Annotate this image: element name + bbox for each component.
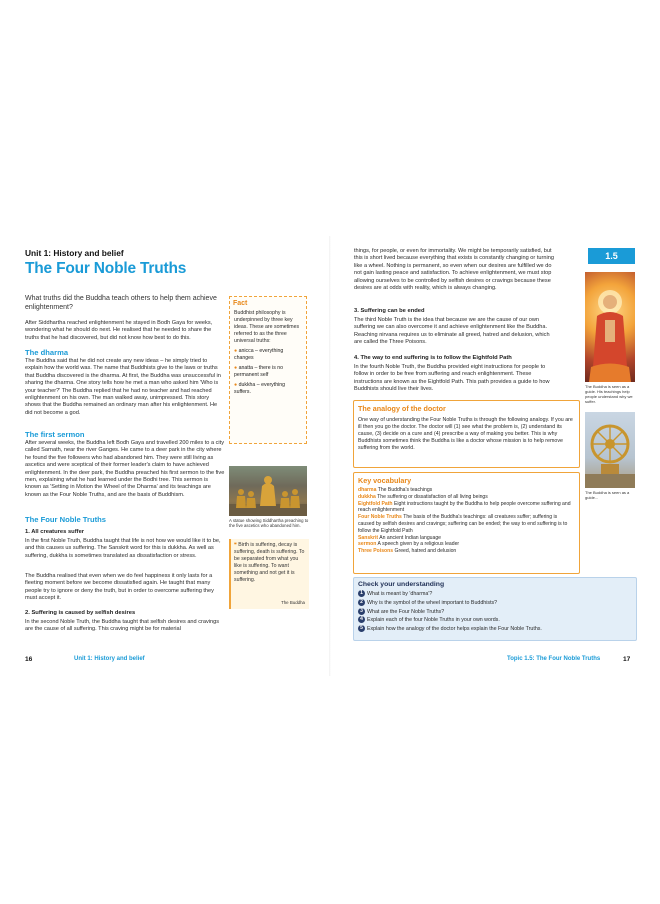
question-item: 3 What are the Four Noble Truths? — [358, 608, 632, 617]
bullet-icon: ● — [234, 382, 238, 388]
topic-tab-badge: 1.5 — [588, 248, 635, 264]
fnt-heading: The Four Noble Truths — [25, 515, 106, 524]
fact-box — [229, 296, 307, 444]
bullet-icon: ● — [234, 348, 238, 354]
question-item: 2 Why is the symbol of the wheel important to Buddhists? — [358, 599, 632, 608]
doctor-analogy-text: One way of understanding the Four Noble Truths is through the following analogy. If you are ill then you go the doctor. The doctor will (1) see what the problem is, (2) understand its cause, (3) decide on a cure and (4) prescribe a way of making you better. This is why Buddhists sometimes think the Buddha is like a doctor whose mission is to help remove suffering from the world. — [358, 417, 573, 451]
truth-3-heading: 3. Suffering can be ended — [354, 308, 425, 314]
question-number-icon: 3 — [358, 608, 365, 615]
truth-2-heading: 2. Suffering is caused by selfish desires — [25, 610, 136, 616]
vocab-item: Three Poisons Greed, hatred and delusion — [358, 548, 457, 555]
dharma-heading: The dharma — [25, 348, 69, 357]
quote-icon: ❝ — [234, 542, 237, 548]
truth-1-heading: 1. All creatures suffer — [25, 529, 85, 535]
buddha-statue-image — [229, 466, 307, 516]
vocab-item: Sanskrit An ancient Indian language — [358, 534, 441, 541]
doctor-analogy-panel — [353, 400, 580, 468]
fact-text: Buddhist philosophy is underpinned by three key ideas. These are sometimes referred to as the three universal truths: — [234, 310, 300, 344]
bullet-icon: ● — [234, 365, 238, 371]
right-footer-topic: Topic 1.5: The Four Noble Truths — [507, 656, 601, 662]
truth-4-heading: 4. The way to end suffering is to follow the Eightfold Path — [354, 355, 512, 361]
check-understanding-panel — [353, 577, 637, 641]
question-number-icon: 1 — [358, 590, 365, 597]
vocab-item: sermon A speech given by a religious leader — [358, 541, 460, 548]
left-footer-label: Unit 1: History and belief — [74, 656, 145, 662]
truth-1-text-2: The Buddha realised that even when we do feel happiness it only lasts for a fleeting moment before we become dissatisfied again. He taught that many people try to ignore or deny the truth, but in order to overcome suffering they must accept it. — [25, 573, 214, 602]
truth-4-text: In the fourth Noble Truth, the Buddha provided eight instructions for people to follow in order to be free from suffering and reach enlightenment. These instructions are known as the Eightfold Path. This path provides a guide to how Buddhists should live their lives. — [354, 364, 550, 393]
truth-2-text: In the second Noble Truth, the Buddha taught that selfish desires and cravings are the cause of all suffering. This craving might be for material — [25, 619, 220, 633]
quote-author: The Buddha — [281, 600, 305, 605]
continued-text: things, for people, or even for immortality. We might be temporarily satisfied, but this is short lived because everything that exists is constantly changing or turning like a wheel. Nothing is permanent, so even when our desires are fulfilled we do not gain lasting peace and satisfaction. To achieve enlightenment, we must stop allowing ourselves to be controlled by selfish desires or cravings because these desires are at odds with reality, which is always changing. — [354, 248, 554, 292]
check-understanding-title: Check your understanding — [358, 581, 445, 588]
dharma-wheel-icon — [585, 412, 635, 488]
truth-3-text: The third Noble Truth is the idea that because we are the cause of our own suffering we can also overcome it and achieve enlightenment like the Buddha. Reaching nirvana requires us to eliminate all greed, hatred and delusion, which are called the Three Poisons. — [354, 317, 550, 346]
unit-header: Unit 1: History and belief — [25, 248, 124, 258]
buddha-painting-image — [585, 272, 635, 382]
quote-text: ❝ Birth is suffering, decay is suffering, death is suffering. To be separated from what you like is suffering. To want something and not get it is suffering. — [234, 542, 305, 583]
dharma-text: The Buddha said that he did not create any new ideas – he simply tried to explain how the world was. The name that Buddhists give to the laws or truths that Buddha discovered is the dharma. At first, the Buddha was unsuccessful in sharing the dharma. One story tells how he met a man who asked him 'Who is your teacher?' The Buddha replied that he had no teacher and had reached enlightenment on his own. The man walked away, unimpressed. This story shows that the Buddha remained an ordinary man after his enlightenment. He did not become a god. — [25, 358, 221, 416]
question-number-icon: 4 — [358, 616, 365, 623]
vocab-item: dharma The Buddha's teachings — [358, 487, 433, 493]
question-number-icon: 2 — [358, 599, 365, 606]
question-item: 4 Explain each of the four Noble Truths in your own words. — [358, 616, 632, 625]
truth-1-text: In the first Noble Truth, Buddha taught that life is not how we would like it to be, and this causes us suffering. The Sanskrit word for this is dukkha. As well as suffering, dukkha is sometimes translated as dissatisfaction or stress. — [25, 538, 221, 559]
right-page-number: 17 — [623, 656, 631, 663]
buddha-illustration — [585, 272, 635, 382]
intro-text: After Siddhartha reached enlightenment he stayed in Bodh Gaya for weeks, wondering what he should do next. He realised that he needed to share the truths that he had discovered, but did not know how best to do this. — [25, 320, 213, 341]
spread-gutter — [329, 236, 331, 676]
quote-box — [229, 539, 309, 609]
doctor-analogy-title: The analogy of the doctor — [358, 404, 446, 413]
intro-question: What truths did the Buddha teach others to help them achieve enlightenment? — [25, 295, 217, 311]
key-vocabulary-panel — [353, 472, 580, 574]
statue-illustration — [229, 466, 307, 516]
fact-item: ● anicca – everything changes — [234, 348, 284, 361]
vocab-item: dukkha The suffering or dissatisfaction of all living beings — [358, 493, 488, 500]
fact-item: ● dukkha – everything suffers. — [234, 382, 286, 395]
vocab-item: Eightfold Path Eight instructions taught by the Buddha to help people overcome suffering and reach enlightenment — [358, 500, 571, 514]
sermon-heading: The first sermon — [25, 430, 85, 439]
statue-caption: A statue showing Siddhartha preaching to the five ascetics who abandoned him. — [229, 518, 309, 529]
sermon-text: After several weeks, the Buddha left Bodh Gaya and travelled 200 miles to a city called Sarnath, near the river Ganges. He came to a deer park in the city where he found the five followers who had abandoned him. They were still living as ascetics and were sceptical of their former leader's claim to have achieved enlightenment. In the deer park, the Buddha preached his first sermon to the five men, explaining what he had learned under the Bodhi tree. This sermon is known as 'Setting in Motion the Wheel of the Dharma' and its teachings are known as the Four Noble Truths, and are the basis of Buddhism. — [25, 440, 225, 498]
dharma-wheel-image — [585, 412, 635, 488]
buddha-caption: The Buddha is seen as a guide. His teachings help people understand why we suffer. — [585, 384, 633, 404]
question-item: 1 What is meant by 'dharma'? — [358, 590, 632, 599]
left-page-number: 16 — [25, 656, 33, 663]
fact-label: Fact — [233, 300, 248, 307]
question-item: 5 Explain how the analogy of the doctor helps explain the Four Noble Truths. — [358, 625, 632, 634]
fact-item: ● anatta – there is no permanent self — [234, 365, 284, 378]
page-title: The Four Noble Truths — [25, 260, 187, 277]
question-number-icon: 5 — [358, 625, 365, 632]
key-vocabulary-title: Key vocabulary — [358, 476, 412, 485]
wheel-caption: The Buddha is seen as a guide... — [585, 490, 630, 500]
vocab-item: Four Noble Truths The basis of the Buddha's teachings: all creatures suffer; suffering is caused by selfish desires and cravings; suffering can be ended; the way to end suffering is to follow the Eightfold Path — [358, 514, 568, 534]
